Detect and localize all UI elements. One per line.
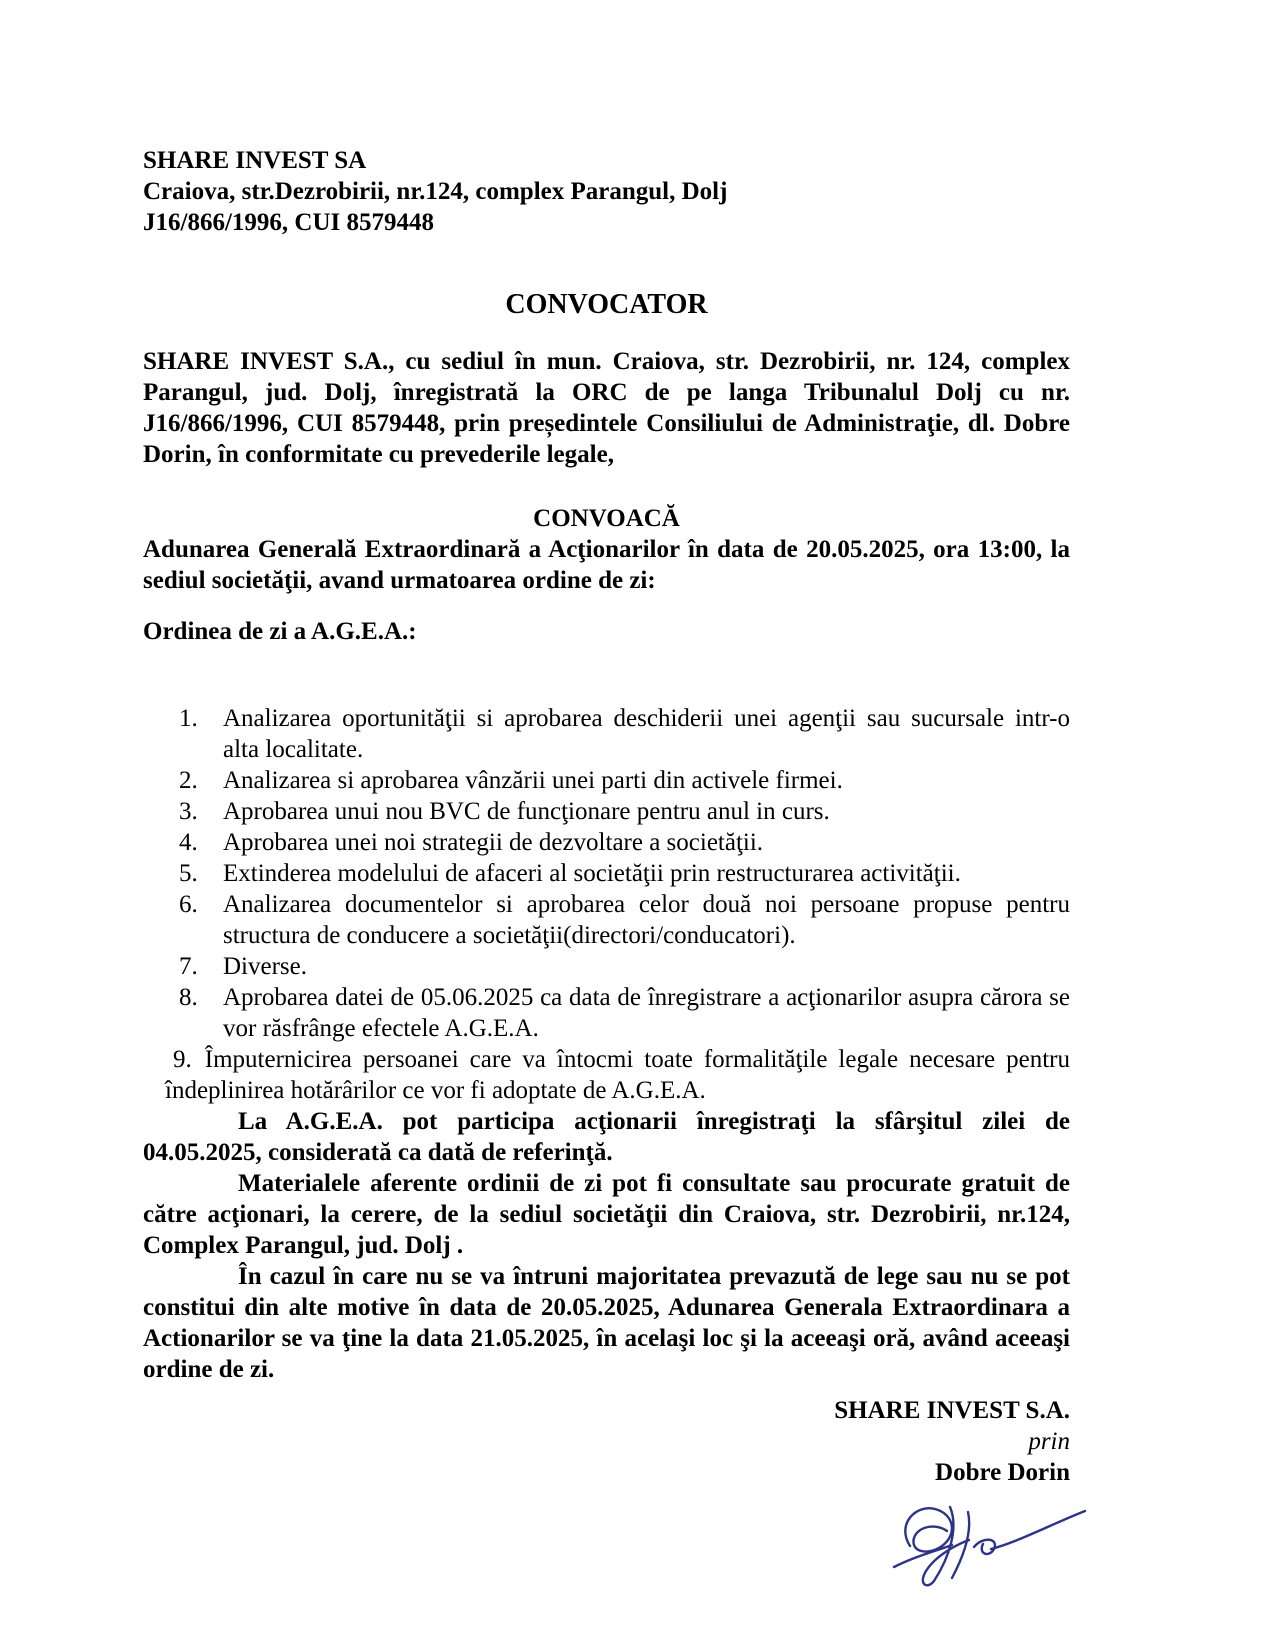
agenda-heading: Ordinea de zi a A.G.E.A.: [143, 618, 417, 645]
agenda-item-4 [143, 827, 1070, 858]
reference-date-paragraph: La A.G.E.A. pot participa acţionarii înregistraţi la sfârşitul zilei de 04.05.2025, considerată ca dată de referinţă. [143, 1108, 1070, 1166]
agenda-item-number: 8. [179, 984, 198, 1011]
convoke-paragraph: Adunarea Generală Extraordinară a Acţionarilor în data de 20.05.2025, ora 13:00, la sediul societăţii, avand urmatoarea ordine de zi: [143, 536, 1070, 594]
agenda-item-text: Analizarea si aprobarea vânzării unei parti din activele firmei. [223, 767, 843, 794]
agenda-item-text: Aprobarea unei noi strategii de dezvoltare a societăţii. [223, 829, 764, 856]
agenda-item-9 [143, 1044, 1070, 1106]
agenda-item-7 [143, 951, 1070, 982]
materials-paragraph: Materialele aferente ordinii de zi pot fi consultate sau procurate gratuit de către acţionari, la cerere, de la sediul societăţii din Craiova, str. Dezrobirii, nr.124, Complex Parangul, jud. Dolj . [143, 1170, 1070, 1259]
agenda-item-number: 9. [173, 1046, 192, 1073]
agenda-item-text: Aprobarea unui nou BVC de funcţionare pentru anul in curs. [223, 798, 830, 825]
agenda-item-number: 2. [179, 767, 198, 794]
agenda-list [143, 703, 1070, 1106]
agenda-item-1 [143, 703, 1070, 765]
agenda-item-number: 7. [179, 953, 198, 980]
agenda-item-number: 3. [179, 798, 198, 825]
agenda-item-text: Extinderea modelului de afaceri al societăţii prin restructurarea activităţii. [223, 860, 961, 887]
company-name: SHARE INVEST SA [143, 147, 367, 174]
agenda-item-number: 5. [179, 860, 198, 887]
signature-by-label: prin [1028, 1428, 1070, 1455]
agenda-item-5 [143, 858, 1070, 889]
agenda-item-6 [143, 889, 1070, 951]
agenda-item-text: Împuternicirea persoanei care va întocmi toate formalităţile legale necesare pentru îndeplinirea hotărârilor ce vor fi adoptate de A.G.E.A. [165, 1046, 1070, 1104]
agenda-item-number: 1. [179, 705, 198, 732]
second-meeting-paragraph: În cazul în care nu se va întruni majoritatea prevazută de lege sau nu se pot constitui din alte motive în data de 20.05.2025, Adunarea Generala Extraordinara a Actionarilor se va ţine la data 21.05.2025, în acelaşi loc şi la aceeaşi oră, având aceeaşi ordine de zi. [143, 1263, 1070, 1383]
agenda-item-text: Aprobarea datei de 05.06.2025 ca data de înregistrare a acţionarilor asupra cărora se vor răsfrânge efectele A.G.E.A. [223, 984, 1070, 1042]
agenda-item-number: 6. [179, 891, 198, 918]
agenda-item-3 [143, 796, 1070, 827]
agenda-item-text: Analizarea oportunităţii si aprobarea deschiderii unei agenţii sau sucursale intr-o alta localitate. [223, 705, 1070, 763]
agenda-item-2 [143, 765, 1070, 796]
signature-company: SHARE INVEST S.A. [834, 1397, 1070, 1424]
company-address: Craiova, str.Dezrobirii, nr.124, complex Parangul, Dolj [143, 178, 728, 205]
agenda-item-number: 4. [179, 829, 198, 856]
agenda-item-8 [143, 982, 1070, 1044]
handwritten-signature-icon [888, 1494, 1088, 1589]
closing-paragraphs [143, 1106, 1070, 1385]
intro-paragraph: SHARE INVEST S.A., cu sediul în mun. Craiova, str. Dezrobirii, nr. 124, complex Parangul, jud. Dolj, înregistrată la ORC de pe langa Tribunalul Dolj cu nr. J16/866/1996, CUI 8579448, prin președintele Consiliului de Administraţie, dl. Dobre Dorin, în conformitate cu prevederile legale, [143, 348, 1070, 468]
agenda-item-text: Diverse. [223, 953, 307, 980]
signature-name: Dobre Dorin [935, 1459, 1070, 1486]
signature-block [143, 1395, 1070, 1597]
convoke-heading: CONVOACĂ [533, 505, 680, 532]
signature-scrawl-container [143, 1494, 1088, 1597]
agenda-item-text: Analizarea documentelor si aprobarea celor două noi persoane propuse pentru structura de conducere a societăţii(directori/conducatori). [223, 891, 1070, 949]
company-registration: J16/866/1996, CUI 8579448 [143, 209, 434, 236]
document-title: CONVOCATOR [505, 289, 708, 320]
